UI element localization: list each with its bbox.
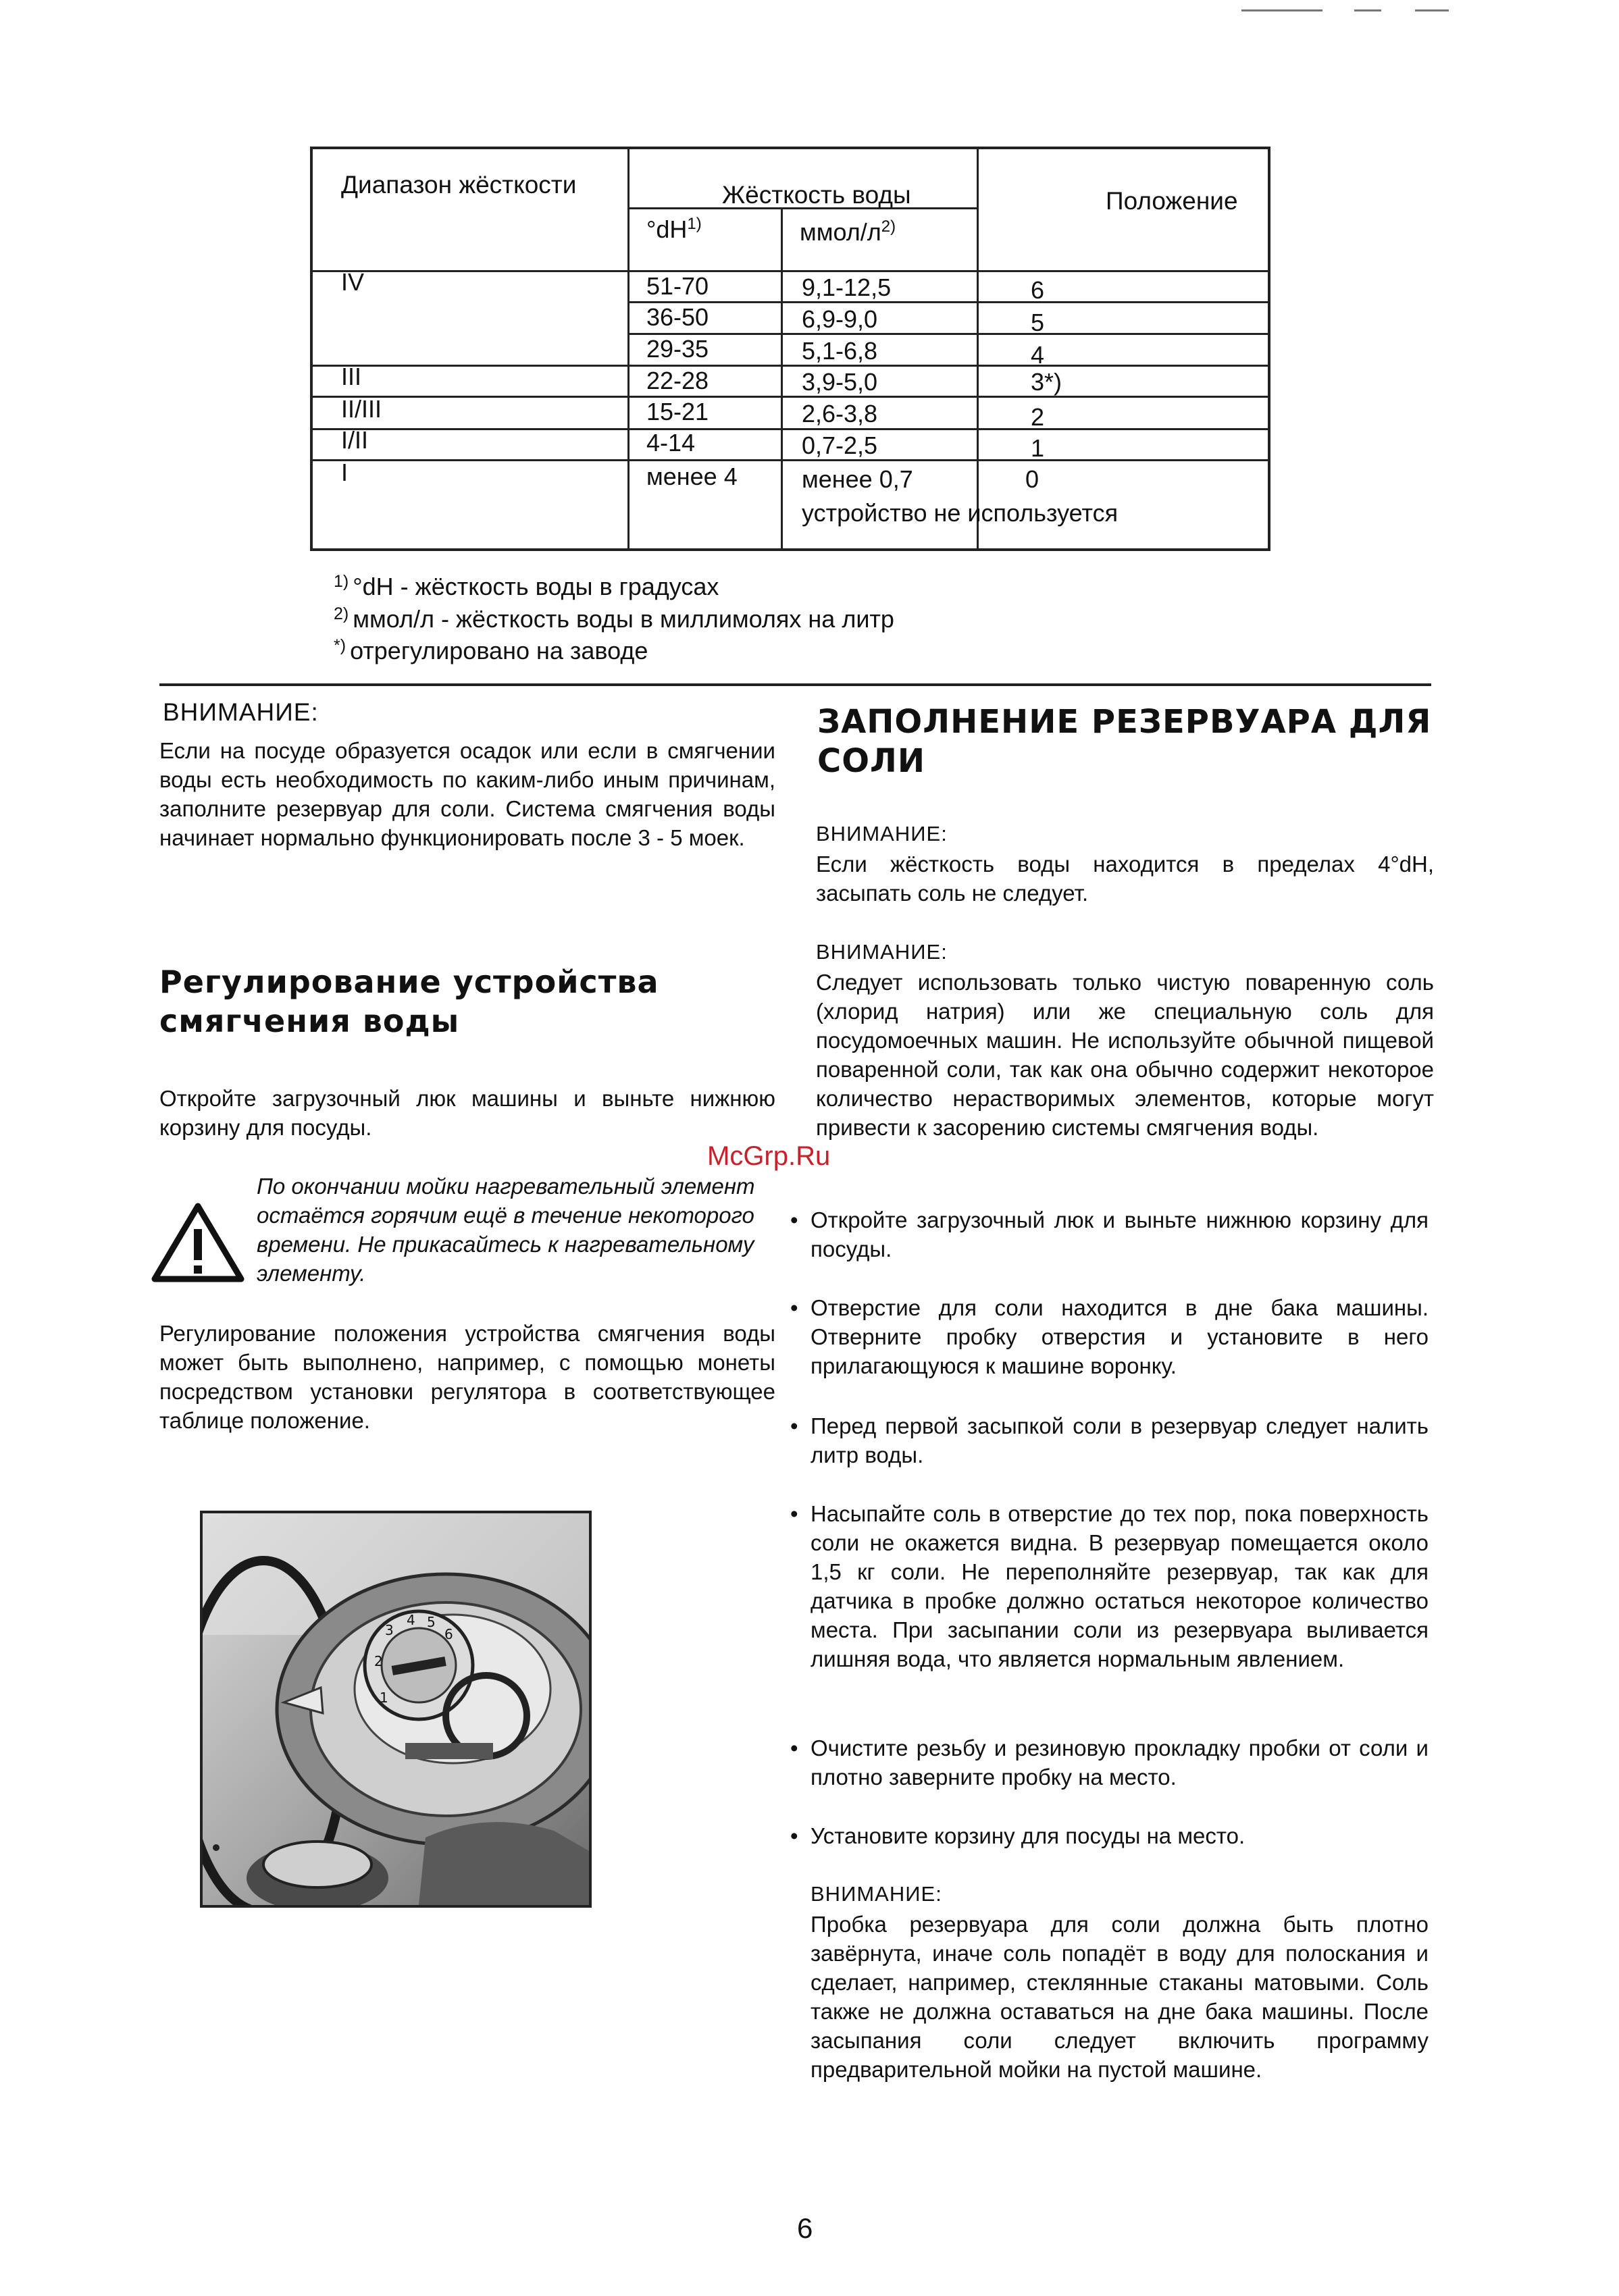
list-item	[790, 1411, 1429, 1469]
right-attention-label: ВНИМАНИЕ:	[811, 1882, 942, 1906]
row-position: 1	[1031, 434, 1045, 462]
list-item	[790, 1733, 1429, 1792]
section-heading-salt	[817, 702, 1431, 781]
row-dh: 29-35	[646, 335, 709, 363]
right-attention-text: Если жёсткость воды находится в пределах 4°dH, засыпать соль не следует.	[816, 852, 1434, 906]
right-attention-label: ВНИМАНИЕ:	[816, 940, 948, 964]
bullet-icon: •	[790, 1295, 798, 1320]
table-divider	[313, 396, 1268, 398]
table-divider	[627, 301, 1268, 303]
list-item	[790, 1205, 1429, 1263]
row-mmol: 3,9-5,0	[802, 368, 878, 396]
row-dh: менее 4	[646, 463, 738, 490]
row-mmol: 5,1-6,8	[802, 337, 878, 365]
row-mmol: 2,6-3,8	[802, 400, 878, 427]
footnote: $^{2)}$ ммол/л - жёсткость воды в миллимолях на литр	[334, 604, 894, 633]
dial-number: 2	[374, 1653, 383, 1669]
watermark: McGrp.Ru	[707, 1141, 831, 1171]
list-item	[790, 1821, 1429, 1850]
bullet-icon: •	[790, 1501, 798, 1526]
list-item-text: Отверстие для соли находится в дне бака машины. Отверните пробку отверстия и установите в него прилагающуюся к машине воронку.	[811, 1295, 1429, 1378]
table-divider	[627, 333, 1268, 335]
header-hardness: Жёсткость воды	[722, 181, 911, 209]
row-dh: 22-28	[646, 367, 709, 394]
bullet-icon: •	[790, 1207, 798, 1232]
heading-line: Регулирование устройства	[159, 964, 659, 1000]
row-position: 2	[1031, 403, 1045, 431]
table-divider	[313, 270, 1268, 272]
heading-line: СОЛИ	[817, 742, 926, 780]
page-number: 6	[797, 2212, 813, 2244]
header-position: Положение	[1106, 187, 1238, 215]
table-divider	[313, 365, 1268, 367]
bullet-icon: •	[790, 1413, 798, 1438]
header-mmol: ммол/$л^{2)}$	[800, 217, 896, 246]
list-item-text: Перед первой засыпкой соли в резервуар следует налить литр воды.	[811, 1413, 1429, 1467]
left-attention-text: Если на посуде образуется осадок или если в смягчении воды есть необходимость по каким-либо иным причинам, заполните резервуар для соли. Система смягчения воды начинает нормально функционировать после 3 - 5 моек.	[159, 738, 775, 850]
scan-speck	[1354, 9, 1381, 11]
left-para-adjust: Регулирование положения устройства смягчения воды может быть выполнено, например, с помощью монеты посредством установки регулятора в соответствующее таблице положение.	[159, 1321, 775, 1433]
row-range: II/III	[341, 395, 382, 423]
footnote: *) отрегулировано на заводе	[334, 636, 648, 664]
row-dh: 51-70	[646, 272, 709, 300]
row-range: IV	[341, 268, 365, 296]
header-dh: $^\circ dH^{1)}$	[646, 215, 702, 243]
scan-speck	[1241, 9, 1322, 11]
list-item	[790, 1293, 1429, 1380]
list-item-text: Откройте загрузочный люк и выньте нижнюю корзину для посуды.	[811, 1207, 1429, 1261]
list-item-text: Установите корзину для посуды на место.	[811, 1823, 1245, 1848]
bullet-icon: •	[790, 1736, 798, 1760]
row-dh: 15-21	[646, 398, 709, 425]
row-range: III	[341, 363, 362, 390]
row-dh: 36-50	[646, 303, 709, 331]
table-divider	[977, 149, 979, 548]
row-mmol: 6,9-9,0	[802, 305, 878, 333]
heading-line: ЗАПОЛНЕНИЕ РЕЗЕРВУАРА ДЛЯ	[817, 703, 1432, 741]
row-mmol: менее 0,7	[802, 465, 913, 493]
row-position: 0	[1025, 465, 1039, 493]
bullet-icon: •	[790, 1823, 798, 1848]
list-item-text: Насыпайте соль в отверстие до тех пор, пока поверхность соли не окажется видна. В резервуар помещается около 1,5 кг соли. Не переполняйте резервуар, так как для датчика в пробке должно остаться некоторое количество места. При засыпании соли из резервуара выливается лишняя вода, что является нормальным явлением.	[811, 1501, 1429, 1671]
row-position: 3*)	[1031, 368, 1062, 396]
row-position: 4	[1031, 341, 1045, 369]
row-mmol: 9,1-12,5	[802, 273, 892, 301]
dial-number: 6	[444, 1626, 453, 1642]
scan-speck	[1415, 9, 1449, 11]
warning-triangle-icon	[151, 1202, 245, 1283]
row-mmol: 0,7-2,5	[802, 432, 878, 459]
header-range: Диапазон жёсткости	[341, 171, 577, 199]
photo-illustration	[203, 1513, 589, 1905]
table-divider	[313, 428, 1268, 430]
table-divider	[313, 459, 1268, 461]
right-attention-text: Следует использовать только чистую поваренную соль (хлорид натрия) или же специальную соль для посудомоечных машин. Не используйте обычной пищевой поваренной соли, так как она обычно содержит некоторое количество нерастворимых элементов, которые могут привести к засорению системы смягчения воды.	[816, 970, 1434, 1140]
section-divider	[159, 683, 1431, 686]
heading-line: смягчения воды	[159, 1003, 460, 1039]
right-attention-label: ВНИМАНИЕ:	[816, 822, 948, 845]
water-hardness-table	[310, 147, 1270, 551]
section-heading-softener	[159, 962, 659, 1041]
left-attention-label: ВНИМАНИЕ:	[163, 698, 319, 726]
softener-dial-photo	[200, 1511, 592, 1908]
row-range: I	[341, 459, 349, 486]
list-item	[790, 1499, 1429, 1673]
footnote: $^{1)}$ °dH - жёсткость воды в градусах	[334, 572, 719, 600]
dial-number: 5	[427, 1614, 436, 1630]
row-position: 5	[1031, 309, 1045, 336]
row-note: устройство не используется	[802, 499, 1119, 527]
right-attention-text: Пробка резервуара для соли должна быть плотно завёрнута, иначе соль попадёт в воду для полоскания и сделает, например, стеклянные стаканы матовыми. Соль также не должна оставаться на дне бака машины. После засыпания соли следует включить программу предварительной мойки на пустой машине.	[811, 1912, 1429, 2082]
dial-number: 4	[407, 1612, 415, 1628]
left-para-open-door: Откройте загрузочный люк машины и выньте нижнюю корзину для посуды.	[159, 1086, 775, 1140]
warning-text: По окончании мойки нагревательный элемент остаётся горячим ещё в течение некоторого времени. Не прикасайтесь к нагревательному элементу.	[257, 1174, 755, 1286]
row-position: 6	[1031, 276, 1045, 304]
dial-number: 3	[385, 1622, 394, 1638]
table-divider	[781, 207, 783, 548]
row-range: I/II	[341, 426, 369, 454]
dial-number: 1	[380, 1690, 388, 1706]
row-dh: 4-14	[646, 429, 696, 456]
list-item-text: Очистите резьбу и резиновую прокладку пробки от соли и плотно заверните пробку на место.	[811, 1736, 1429, 1790]
